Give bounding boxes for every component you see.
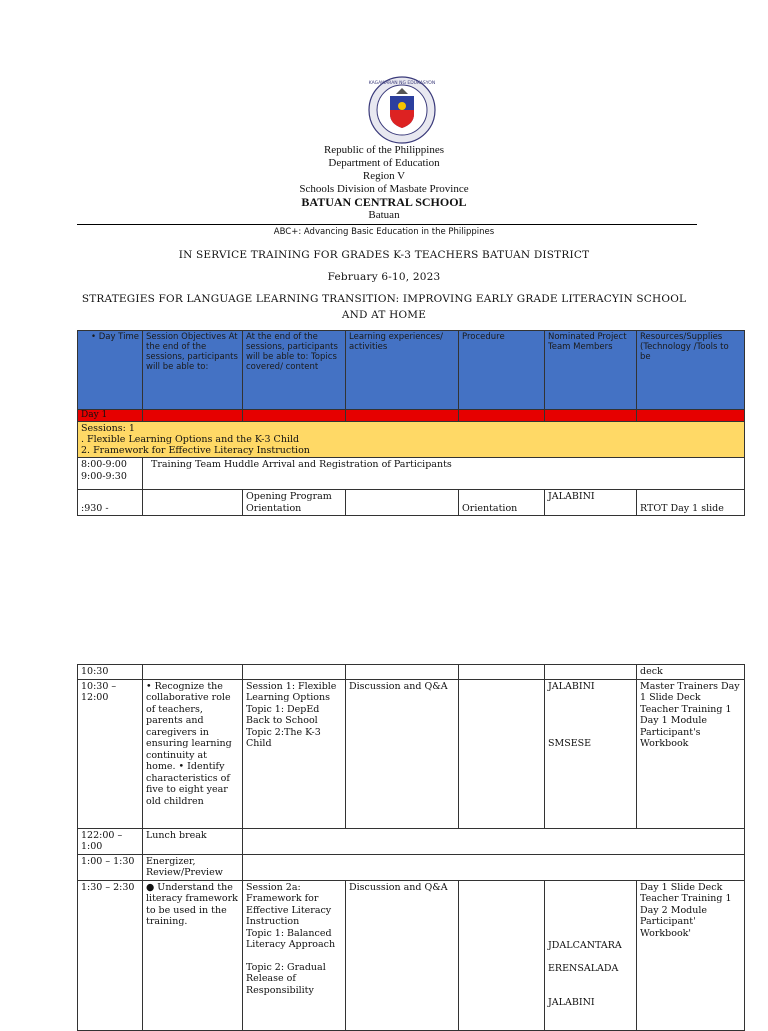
session1-objectives: • Recognize the collaborative role of teachers, parents and caregivers in ensuring learning continuity at home. • Identify characteristics of five to eight year old children — [143, 679, 243, 828]
table-row — [78, 828, 745, 854]
session1-resources: Master Trainers Day 1 Slide Deck Teacher Training 1 Day 1 Module Participant's Workbook — [637, 679, 745, 828]
opening-content: Opening Program Orientation — [243, 490, 346, 516]
schedule-table-bottom — [77, 664, 745, 1031]
session2-team-2: ERENSALADA — [548, 963, 619, 974]
huddle-time: 8:00-9:00 9:00-9:30 — [78, 458, 143, 490]
header-procedure: Procedure — [459, 331, 545, 410]
table-row — [78, 490, 745, 516]
session1-content: Session 1: Flexible Learning Options Topic 1: DepEd Back to School Topic 2:The K-3 Child — [243, 679, 346, 828]
opening-resources: RTOT Day 1 slide — [637, 490, 745, 516]
session2-time: 1:30 – 2:30 — [78, 880, 143, 1030]
header-town: Batuan — [368, 209, 400, 221]
header-learning: Learning experiences/ activities — [346, 331, 459, 410]
session1-team-2: SMSESE — [548, 738, 592, 749]
session2-content-a: Session 2a: Framework for Effective Literacy Instruction — [246, 881, 332, 927]
session2-resources: Day 1 Slide Deck Teacher Training 1 Day 2 Module Participant' Workbook' — [637, 880, 745, 1030]
day-row — [78, 410, 745, 422]
opening-procedure: Orientation — [459, 490, 545, 516]
session1-learning: Discussion and Q&A — [346, 679, 459, 828]
svg-text:KAGAWARAN NG EDUKASYON: KAGAWARAN NG EDUKASYON — [368, 81, 436, 86]
sessions-row — [78, 422, 745, 458]
energizer-time: 1:00 – 1:30 — [78, 854, 143, 880]
header-team: Nominated Project Team Members — [545, 331, 637, 410]
huddle-text: Training Team Huddle Arrival and Registration of Participants — [143, 458, 745, 490]
session2-content-b: Topic 1: Balanced Literacy Approach — [246, 927, 336, 950]
header-resources: Resources/Supplies (Technology /Tools to be — [637, 331, 745, 410]
session2-team-3: JALABINI — [548, 996, 595, 1008]
sessions-label: Sessions: 1 — [81, 423, 135, 434]
lunch-text: Lunch break — [143, 828, 243, 854]
session2-learning: Discussion and Q&A — [346, 880, 459, 1030]
cont-resources: deck — [637, 665, 745, 680]
cont-time: 10:30 — [78, 665, 143, 680]
opening-time: :930 - — [78, 490, 143, 516]
header-content: At the end of the sessions, participants will be able to: Topics covered/ content — [243, 331, 346, 410]
theme-title-line1: STRATEGIES FOR LANGUAGE LEARNING TRANSITION: IMPROVING EARLY GRADE LITERACYIN SCHOOL — [81, 293, 687, 305]
header-division: Schools Division of Masbate Province — [299, 183, 469, 195]
header-objectives: Session Objectives At the end of the sessions, participants will be able to: — [143, 331, 243, 410]
header-region: Region V — [362, 170, 406, 182]
training-dates: February 6-10, 2023 — [327, 271, 441, 283]
program-tagline: ABC+: Advancing Basic Education in the Philippines — [273, 227, 495, 237]
energizer-text: Energizer, Review/Preview — [143, 854, 243, 880]
table-row — [78, 679, 745, 828]
lunch-time: 122:00 – 1:00 — [78, 828, 143, 854]
header-day-time: • Day Time — [78, 331, 143, 410]
session-1-title: . Flexible Learning Options and the K-3 Child — [81, 434, 300, 445]
table-header-row — [78, 331, 745, 410]
deped-seal-logo — [368, 76, 436, 144]
header-republic: Republic of the Philippines — [323, 144, 445, 156]
training-title: IN SERVICE TRAINING FOR GRADES K-3 TEACHERS BATUAN DISTRICT — [178, 249, 590, 261]
session2-content-c: Topic 2: Gradual Release of Responsibility — [246, 961, 326, 996]
session1-time: 10:30 – 12:00 — [78, 679, 143, 828]
header-department: Department of Education — [328, 157, 440, 169]
table-row — [78, 458, 745, 490]
opening-team: JALABINI — [545, 490, 637, 516]
session2-team-1: JDALCANTARA — [548, 939, 622, 951]
schedule-table-top — [77, 330, 745, 516]
table-row — [78, 854, 745, 880]
table-row — [78, 665, 745, 680]
day-label: Day 1 — [78, 410, 143, 422]
header-divider — [77, 224, 697, 225]
session-2-title: 2. Framework for Effective Literacy Instruction — [81, 445, 310, 456]
table-row — [78, 880, 745, 1030]
header-school-name: BATUAN CENTRAL SCHOOL — [301, 195, 467, 209]
session1-team-1: JALABINI — [548, 680, 595, 692]
theme-title-line2: AND AT HOME — [341, 309, 427, 321]
session2-objectives: ● Understand the literacy framework to be used in the training. — [143, 880, 243, 1030]
